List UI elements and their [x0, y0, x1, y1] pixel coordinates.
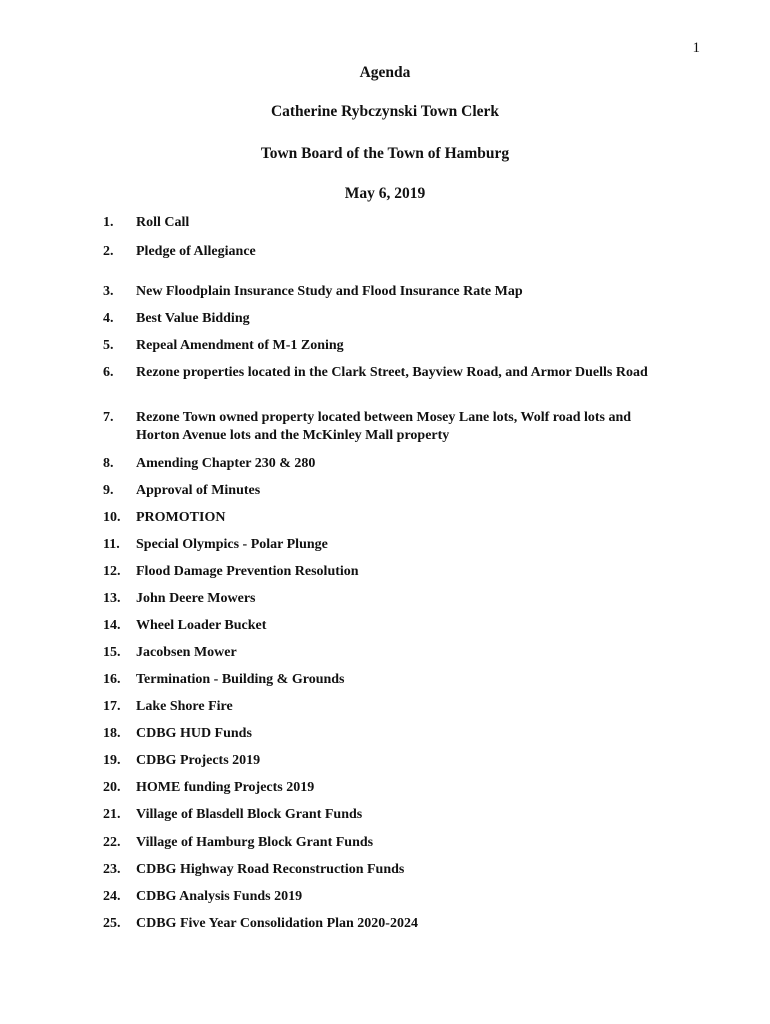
agenda-item-text: Rezone Town owned property located between Mosey Lane lots, Wolf road lots and Horton Avenue lots and the McKinley Mall property	[136, 410, 632, 443]
agenda-item-number: 8.	[103, 456, 114, 471]
agenda-item-text: Wheel Loader Bucket	[136, 618, 267, 633]
agenda-item-number: 25.	[103, 916, 121, 931]
agenda-item-number: 1.	[103, 215, 114, 230]
agenda-item-number: 11.	[103, 537, 120, 552]
agenda-item-text: Pledge of Allegiance	[136, 244, 256, 259]
agenda-item-number: 15.	[103, 645, 121, 660]
agenda-item-text: Jacobsen Mower	[136, 645, 237, 660]
agenda-title: Agenda	[359, 64, 411, 81]
agenda-item-text: Repeal Amendment of M-1 Zoning	[136, 338, 344, 353]
agenda-item-text: Roll Call	[136, 215, 190, 230]
agenda-item-text: PROMOTION	[136, 510, 226, 525]
agenda-item-text: Termination - Building & Grounds	[136, 672, 345, 687]
agenda-item-text: CDBG Projects 2019	[136, 753, 261, 768]
agenda-item-number: 19.	[103, 753, 121, 768]
agenda-item-number: 3.	[103, 284, 114, 299]
agenda-item-text: CDBG Five Year Consolidation Plan 2020-2024	[136, 916, 418, 931]
town-board-line: Town Board of the Town of Hamburg	[260, 145, 510, 162]
agenda-item-number: 21.	[103, 807, 121, 822]
agenda-item-text: Best Value Bidding	[136, 311, 250, 326]
agenda-item-number: 20.	[103, 780, 121, 795]
town-clerk-line: Catherine Rybczynski Town Clerk	[270, 103, 500, 120]
agenda-item-text: Village of Hamburg Block Grant Funds	[136, 835, 374, 850]
agenda-item-number: 4.	[103, 311, 114, 326]
agenda-item-number: 18.	[103, 726, 121, 741]
agenda-item-number: 6.	[103, 365, 114, 380]
agenda-item-number: 17.	[103, 699, 121, 714]
agenda-item-text: Amending Chapter 230 & 280	[136, 456, 316, 471]
agenda-item-number: 22.	[103, 835, 121, 850]
page-number: 1	[692, 40, 700, 56]
agenda-item-text: CDBG Analysis Funds 2019	[136, 889, 303, 904]
agenda-item-number: 2.	[103, 244, 114, 259]
agenda-item-number: 24.	[103, 889, 121, 904]
agenda-item-text: Flood Damage Prevention Resolution	[136, 564, 359, 579]
agenda-item-text: CDBG Highway Road Reconstruction Funds	[136, 862, 405, 877]
agenda-item-text: Special Olympics - Polar Plunge	[136, 537, 328, 552]
agenda-item-number: 5.	[103, 338, 114, 353]
agenda-item-number: 12.	[103, 564, 121, 579]
agenda-item-number: 14.	[103, 618, 121, 633]
meeting-date: May 6, 2019	[344, 185, 426, 202]
agenda-item-text: CDBG HUD Funds	[136, 726, 252, 741]
agenda-item-text: New Floodplain Insurance Study and Flood Insurance Rate Map	[136, 284, 523, 299]
agenda-item-text: HOME funding Projects 2019	[136, 780, 315, 795]
agenda-item-text: Rezone properties located in the Clark Street, Bayview Road, and Armor Duells Road	[136, 365, 648, 380]
agenda-item-number: 9.	[103, 483, 114, 498]
agenda-item-number: 10.	[103, 510, 121, 525]
agenda-item-number: 23.	[103, 862, 121, 877]
agenda-item-number: 7.	[103, 410, 114, 425]
agenda-item-number: 13.	[103, 591, 121, 606]
agenda-item-text: Lake Shore Fire	[136, 699, 233, 714]
agenda-item-text: John Deere Mowers	[136, 591, 256, 606]
agenda-item-text: Village of Blasdell Block Grant Funds	[136, 807, 363, 822]
agenda-item-text: Approval of Minutes	[136, 483, 261, 498]
agenda-item-number: 16.	[103, 672, 121, 687]
